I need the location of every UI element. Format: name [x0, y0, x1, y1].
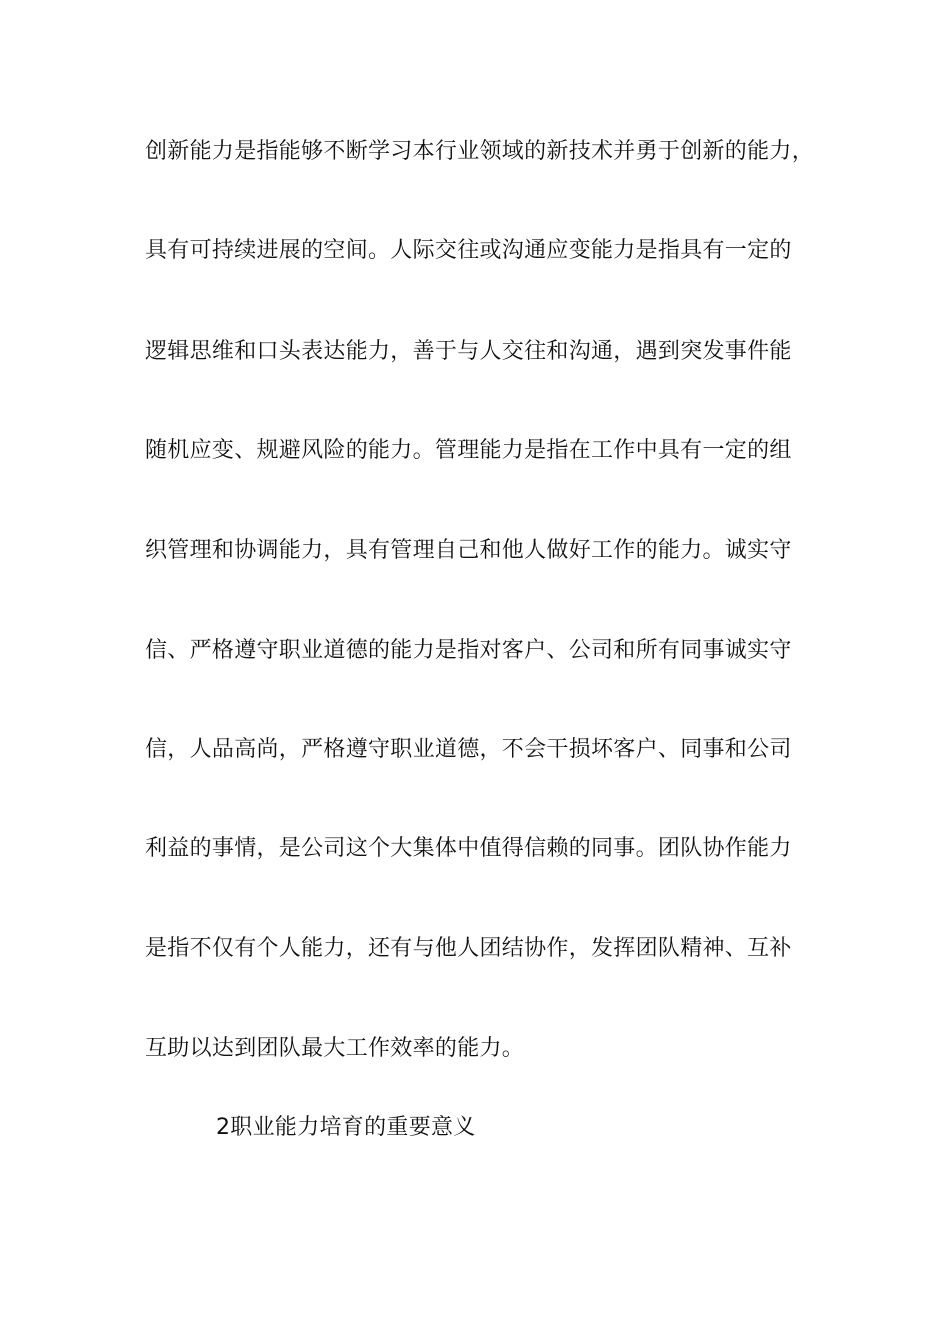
paragraph-line: 信、严格遵守职业道德的能力是指对客户、公司和所有同事诚实守 [145, 638, 792, 663]
paragraph-line: 逻辑思维和口头表达能力，善于与人交往和沟通，遇到突发事件能 [145, 339, 792, 364]
section-heading: 2职业能力培育的重要意义 [216, 1115, 476, 1140]
paragraph-line: 利益的事情，是公司这个大集体中值得信赖的同事。团队协作能力 [145, 836, 792, 861]
paragraph-line: 互助以达到团队最大工作效率的能力。 [145, 1036, 525, 1061]
paragraph-line: 信，人品高尚，严格遵守职业道德，不会干损坏客户、同事和公司 [145, 737, 792, 762]
paragraph-line: 随机应变、规避风险的能力。管理能力是指在工作中具有一定的组 [145, 438, 792, 463]
paragraph-line: 创新能力是指能够不断学习本行业领域的新技术并勇于创新的能力， [145, 139, 815, 164]
paragraph-line: 织管理和协调能力，具有管理自己和他人做好工作的能力。诚实守 [145, 538, 792, 563]
paragraph-line: 具有可持续进展的空间。人际交往或沟通应变能力是指具有一定的 [145, 238, 792, 263]
paragraph-line: 是指不仅有个人能力，还有与他人团结协作，发挥团队精神、互补 [145, 936, 792, 961]
